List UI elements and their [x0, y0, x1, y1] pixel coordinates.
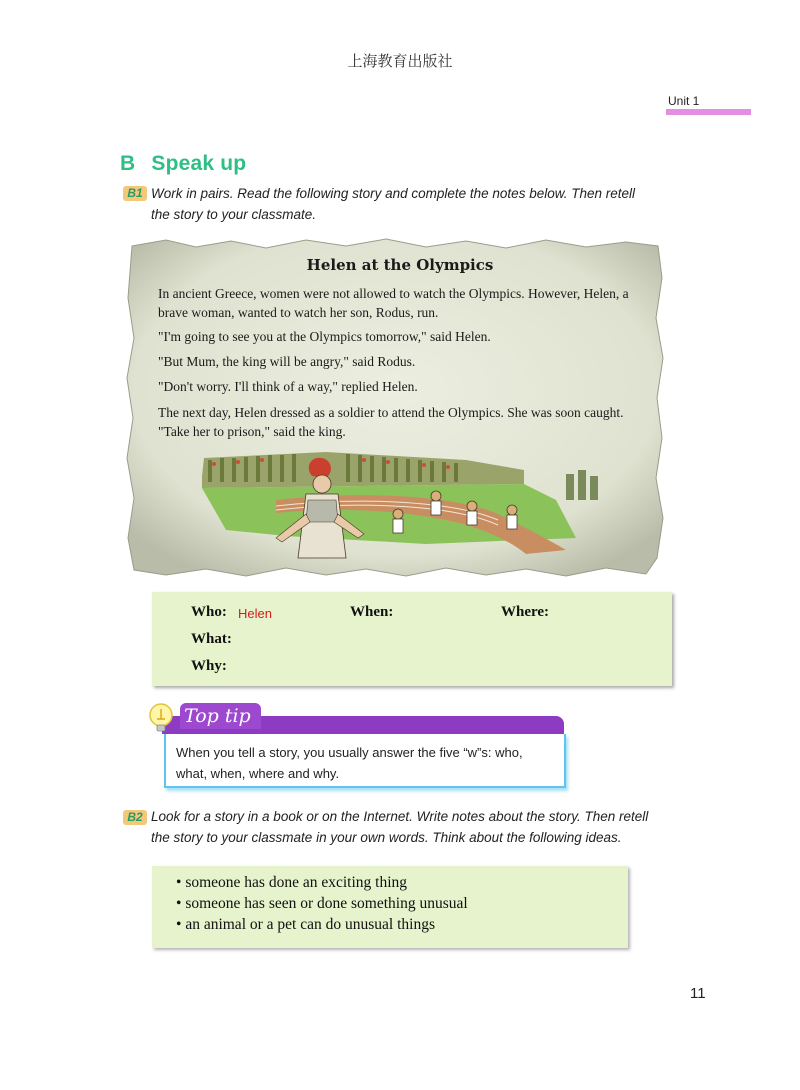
b1-badge: B1	[123, 186, 147, 201]
page-number: 11	[690, 985, 706, 1002]
tip-text: When you tell a story, you usually answer the five “w”s: who, what, when, where and why.	[176, 745, 523, 781]
what-label: What:	[191, 631, 232, 647]
unit-label: Unit 1	[668, 94, 700, 108]
ideas-list	[176, 872, 468, 935]
story-paragraph-5: The next day, Helen dressed as a soldier to attend the Olympics. She was soon caught. "Take her to prison," said the king.	[158, 405, 624, 439]
unit-tab	[666, 92, 751, 114]
why-label: Why:	[191, 658, 227, 674]
story-title: Helen at the Olympics	[306, 256, 494, 274]
idea-item: • someone has seen or done something unusual	[176, 893, 468, 914]
story-paragraph-2: "I'm going to see you at the Olympics tomorrow," said Helen.	[158, 329, 491, 344]
section-heading: Speak up	[151, 152, 247, 175]
top-tip-label: Top tip	[180, 703, 261, 729]
b1-line-2: the story to your classmate.	[151, 207, 317, 222]
story-paragraph-1: In ancient Greece, women were not allowed to watch the Olympics. However, Helen, a brave woman, wanted to watch her son, Rodus, run.	[158, 286, 629, 320]
idea-item: • an animal or a pet can do unusual things	[176, 914, 468, 935]
when-label: When:	[350, 604, 394, 620]
story-paragraph-3: "But Mum, the king will be angry," said Rodus.	[158, 354, 416, 369]
story-paragraph-4: "Don't worry. I'll think of a way," replied Helen.	[158, 379, 418, 394]
where-label: Where:	[501, 604, 550, 620]
b1-instructions	[151, 183, 671, 225]
section-letter: B	[120, 152, 136, 175]
b2-line-2: the story to your classmate in your own words. Think about the following ideas.	[151, 830, 622, 845]
unit-bar	[666, 109, 751, 115]
publisher-header: 上海教育出版社	[347, 52, 453, 70]
idea-item: • someone has done an exciting thing	[176, 872, 468, 893]
lightbulb-icon	[148, 703, 174, 733]
b2-instructions	[151, 806, 671, 848]
b1-line-1: Work in pairs. Read the following story and complete the notes below. Then retell	[151, 186, 636, 201]
section-title	[120, 152, 246, 176]
b2-badge: B2	[123, 810, 147, 825]
b2-line-1: Look for a story in a book or on the Internet. Write notes about the story. Then retell	[151, 809, 649, 824]
who-answer: Helen	[238, 606, 272, 621]
who-label: Who:	[191, 604, 227, 620]
